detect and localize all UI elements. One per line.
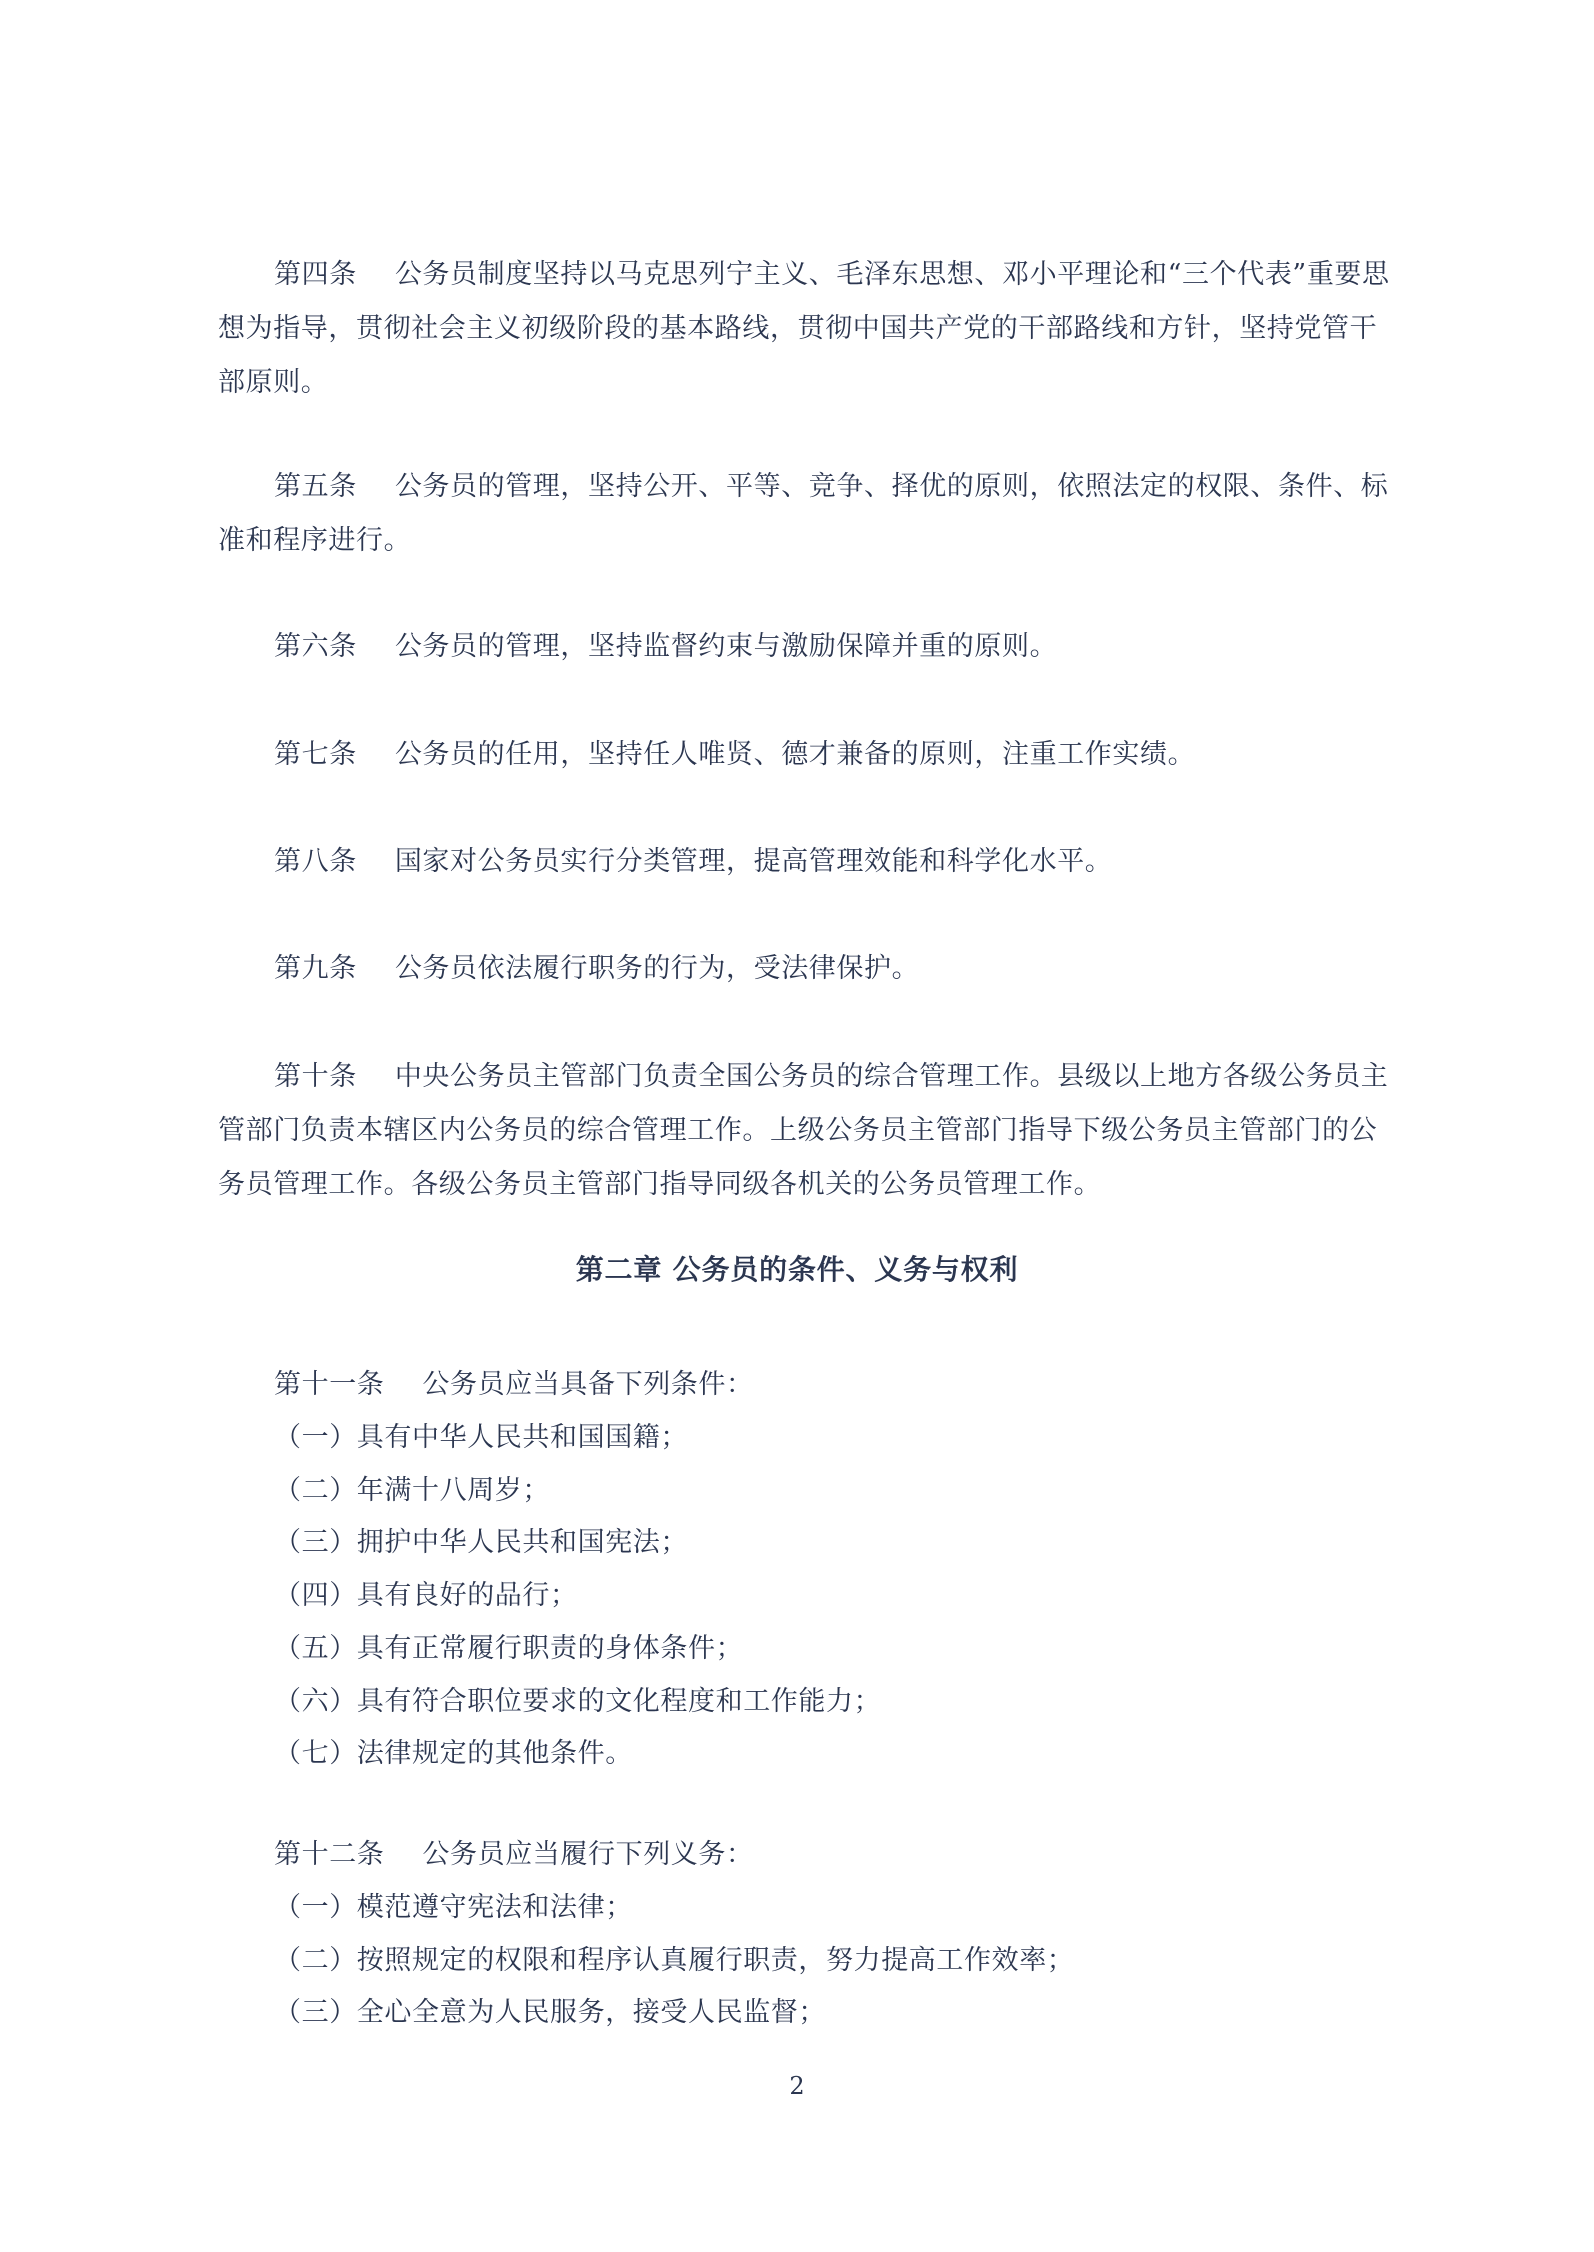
article-11 xyxy=(218,1358,1390,1412)
list-item: （三）全心全意为人民服务，接受人民监督； xyxy=(274,1997,826,2029)
article-6 xyxy=(218,620,1390,674)
list-item: （二）年满十八周岁； xyxy=(274,1474,550,1506)
list-item: （一）具有中华人民共和国国籍； xyxy=(274,1422,688,1453)
list-item: （三）拥护中华人民共和国宪法； xyxy=(274,1527,688,1559)
article-5 xyxy=(218,460,1390,568)
article-text: 中央公务员主管部门负责全国公务员的综合管理工作。县级以上地方各级公务员主 xyxy=(394,1061,1389,1092)
article-label: 第六条 xyxy=(274,631,357,662)
article-text: 管部门负责本辖区内公务员的综合管理工作。上级公务员主管部门指导下级公务员主管部门的公 xyxy=(218,1115,1378,1146)
article-text: 公务员应当履行下列义务： xyxy=(422,1839,754,1870)
article-label: 第十条 xyxy=(274,1061,357,1092)
article-text: 公务员的管理，坚持公开、平等、竞争、择优的原则，依照法定的权限、条件、标 xyxy=(394,471,1389,502)
article-text: 准和程序进行。 xyxy=(218,525,412,556)
article-4 xyxy=(218,248,1390,410)
article-12-list xyxy=(274,1882,1374,2040)
article-8 xyxy=(218,835,1390,889)
list-item: （五）具有正常履行职责的身体条件； xyxy=(274,1632,744,1664)
article-text: 公务员制度坚持以马克思列宁主义、毛泽东思想、邓小平理论和“三个代表”重要思 xyxy=(394,259,1390,290)
article-label: 第八条 xyxy=(274,846,357,877)
article-text: 部原则。 xyxy=(218,367,329,398)
list-item: （六）具有符合职位要求的文化程度和工作能力； xyxy=(274,1685,882,1717)
article-text: 想为指导，贯彻社会主义初级阶段的基本路线，贯彻中国共产党的干部路线和方针，坚持党管干 xyxy=(218,313,1378,344)
article-label: 第十二条 xyxy=(274,1839,385,1870)
list-item: （二）按照规定的权限和程序认真履行职责，努力提高工作效率； xyxy=(274,1944,1075,1976)
article-text: 务员管理工作。各级公务员主管部门指导同级各机关的公务员管理工作。 xyxy=(218,1169,1102,1200)
article-12 xyxy=(218,1828,1390,1882)
chapter-title: 第二章 公务员的条件、义务与权利 xyxy=(575,1253,1019,1286)
page-number: 2 xyxy=(789,2072,805,2100)
article-9 xyxy=(218,942,1390,996)
article-text: 公务员的管理，坚持监督约束与激励保障并重的原则。 xyxy=(394,631,1058,662)
article-label: 第九条 xyxy=(274,953,357,984)
article-10 xyxy=(218,1050,1390,1212)
list-item: （七）法律规定的其他条件。 xyxy=(274,1738,633,1770)
list-item: （四）具有良好的品行； xyxy=(274,1580,578,1612)
article-label: 第七条 xyxy=(274,739,357,770)
article-label: 第五条 xyxy=(274,471,357,502)
article-text: 公务员应当具备下列条件： xyxy=(422,1369,754,1400)
article-text: 公务员依法履行职务的行为，受法律保护。 xyxy=(394,953,920,984)
article-7 xyxy=(218,728,1390,782)
article-text: 国家对公务员实行分类管理，提高管理效能和科学化水平。 xyxy=(394,846,1113,877)
list-item: （一）模范遵守宪法和法律； xyxy=(274,1892,633,1923)
article-11-list xyxy=(274,1412,1374,1781)
article-label: 第四条 xyxy=(274,259,357,290)
article-label: 第十一条 xyxy=(274,1369,385,1400)
article-text: 公务员的任用，坚持任人唯贤、德才兼备的原则，注重工作实绩。 xyxy=(394,739,1196,770)
